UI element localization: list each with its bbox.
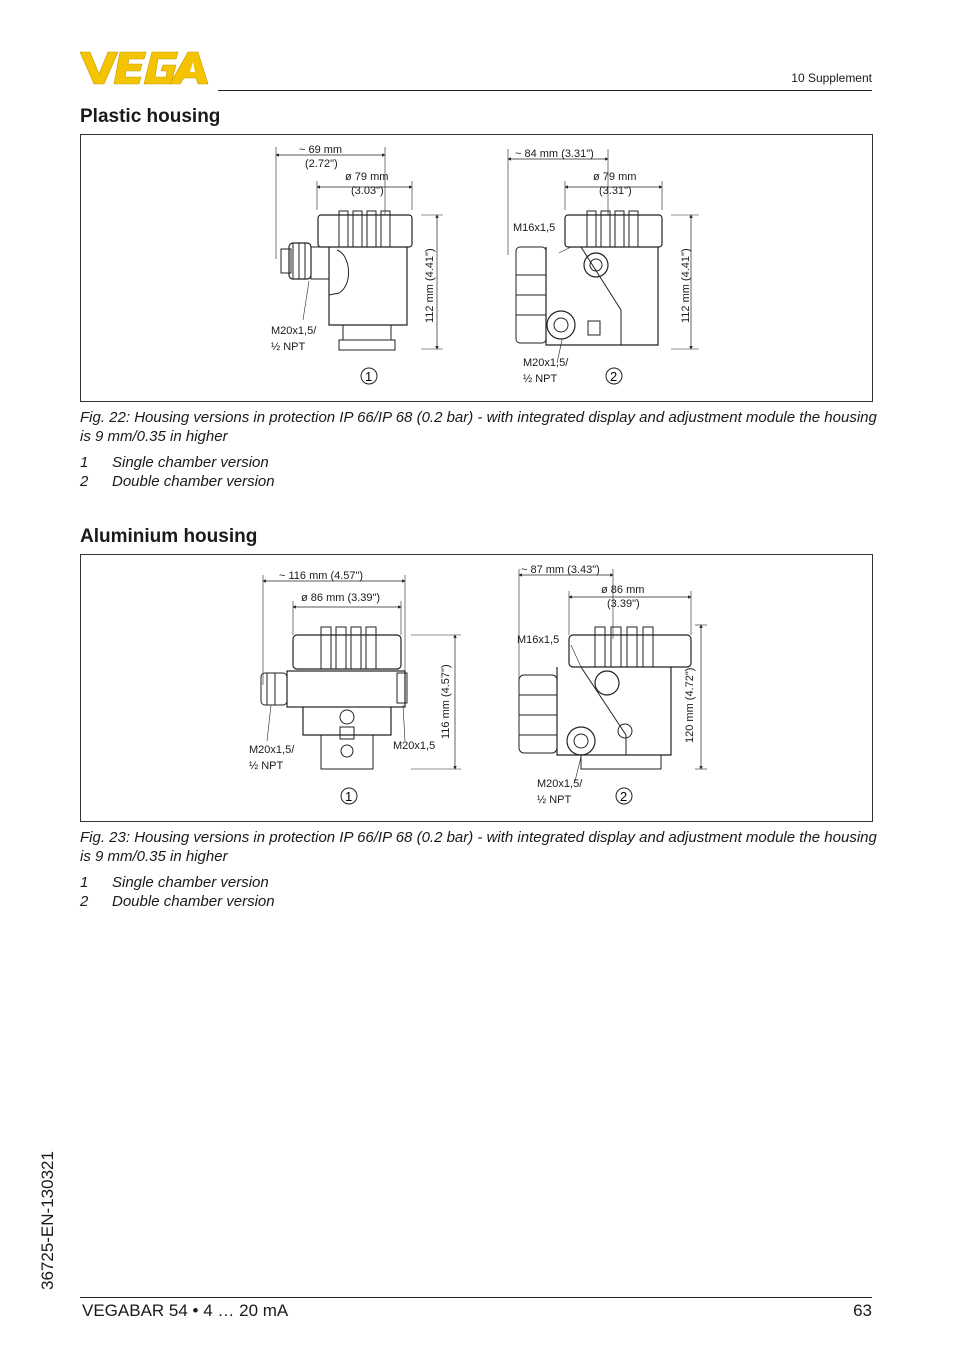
dim-height-label: 120 mm (4.72") <box>684 667 696 743</box>
dim-diameter-label: ø 86 mm (3.39") <box>301 592 381 604</box>
aluminium-housing-figure <box>80 554 873 822</box>
page-number: 63 <box>853 1301 872 1320</box>
footer-rule <box>80 1297 872 1298</box>
section-label: 10 Supplement <box>791 71 872 85</box>
legend-item: 1 Single chamber version <box>80 454 269 471</box>
plastic-housing-heading: Plastic housing <box>80 106 221 127</box>
figure-marker-2: 2 <box>610 369 618 384</box>
header-rule <box>218 90 872 91</box>
figure-legend <box>80 873 275 911</box>
aluminium-housing-heading: Aluminium housing <box>80 526 258 547</box>
footer-product: VEGABAR 54 • 4 … 20 mA <box>82 1301 289 1320</box>
dim-diameter-inch-label: (3.31") <box>599 185 632 197</box>
dim-height-label: 116 mm (4.57") <box>440 664 452 739</box>
figure-caption: Fig. 22: Housing versions in protection IP 66/IP 68 (0.2 bar) - with integrated display and adjustment module the housing is 9 mm/0.35 in higher <box>80 409 877 445</box>
aluminium-housing-drawing <box>81 555 872 821</box>
dim-height-label: 112 mm (4.41") <box>424 248 436 323</box>
dim-width-inch-label: (2.72") <box>305 158 338 170</box>
thread-label: M20x1,5/ <box>523 357 569 369</box>
thread-label: M20x1,5/ <box>249 744 295 756</box>
thread-top-label: M16x1,5 <box>517 634 560 646</box>
legend-item: 2 Double chamber version <box>80 893 275 910</box>
dim-height-label: 112 mm (4.41") <box>680 248 692 323</box>
dim-width-label: ~ 69 mm <box>299 144 343 156</box>
dim-diameter-inch-label: (3.03") <box>351 185 384 197</box>
legend-item: 1 Single chamber version <box>80 874 269 891</box>
thread-npt-label: ½ NPT <box>523 373 558 385</box>
dim-width-label: ~ 116 mm (4.57") <box>279 570 364 582</box>
dim-diameter-label: ø 86 mm <box>601 584 645 596</box>
thread-top-label: M16x1,5 <box>513 222 556 234</box>
plastic-housing-drawing <box>81 135 872 401</box>
thread-label: M20x1,5/ <box>271 325 317 337</box>
dim-diameter-label: ø 79 mm <box>593 171 637 183</box>
figure-marker-2: 2 <box>620 789 628 804</box>
vega-logo <box>80 48 215 88</box>
figure-caption: Fig. 23: Housing versions in protection IP 66/IP 68 (0.2 bar) - with integrated display and adjustment module the housing is 9 mm/0.35 in higher <box>80 829 877 865</box>
thread-npt-label: ½ NPT <box>249 760 284 772</box>
thread-npt-label: ½ NPT <box>271 341 306 353</box>
dim-width-label: ~ 84 mm (3.31") <box>515 148 594 160</box>
legend-item: 2 Double chamber version <box>80 473 275 490</box>
thread-right-label: M20x1,5 <box>393 740 436 752</box>
figure-marker-1: 1 <box>345 789 353 804</box>
plastic-housing-figure <box>80 134 873 402</box>
thread-label: M20x1,5/ <box>537 778 583 790</box>
figure-legend <box>80 453 275 491</box>
thread-npt-label: ½ NPT <box>537 794 572 806</box>
dim-diameter-inch-label: (3.39") <box>607 598 640 610</box>
figure-marker-1: 1 <box>365 369 373 384</box>
document-id: 36725-EN-130321 <box>38 1151 57 1290</box>
dim-width-label: ~ 87 mm (3.43") <box>521 564 600 576</box>
dim-diameter-label: ø 79 mm <box>345 171 389 183</box>
